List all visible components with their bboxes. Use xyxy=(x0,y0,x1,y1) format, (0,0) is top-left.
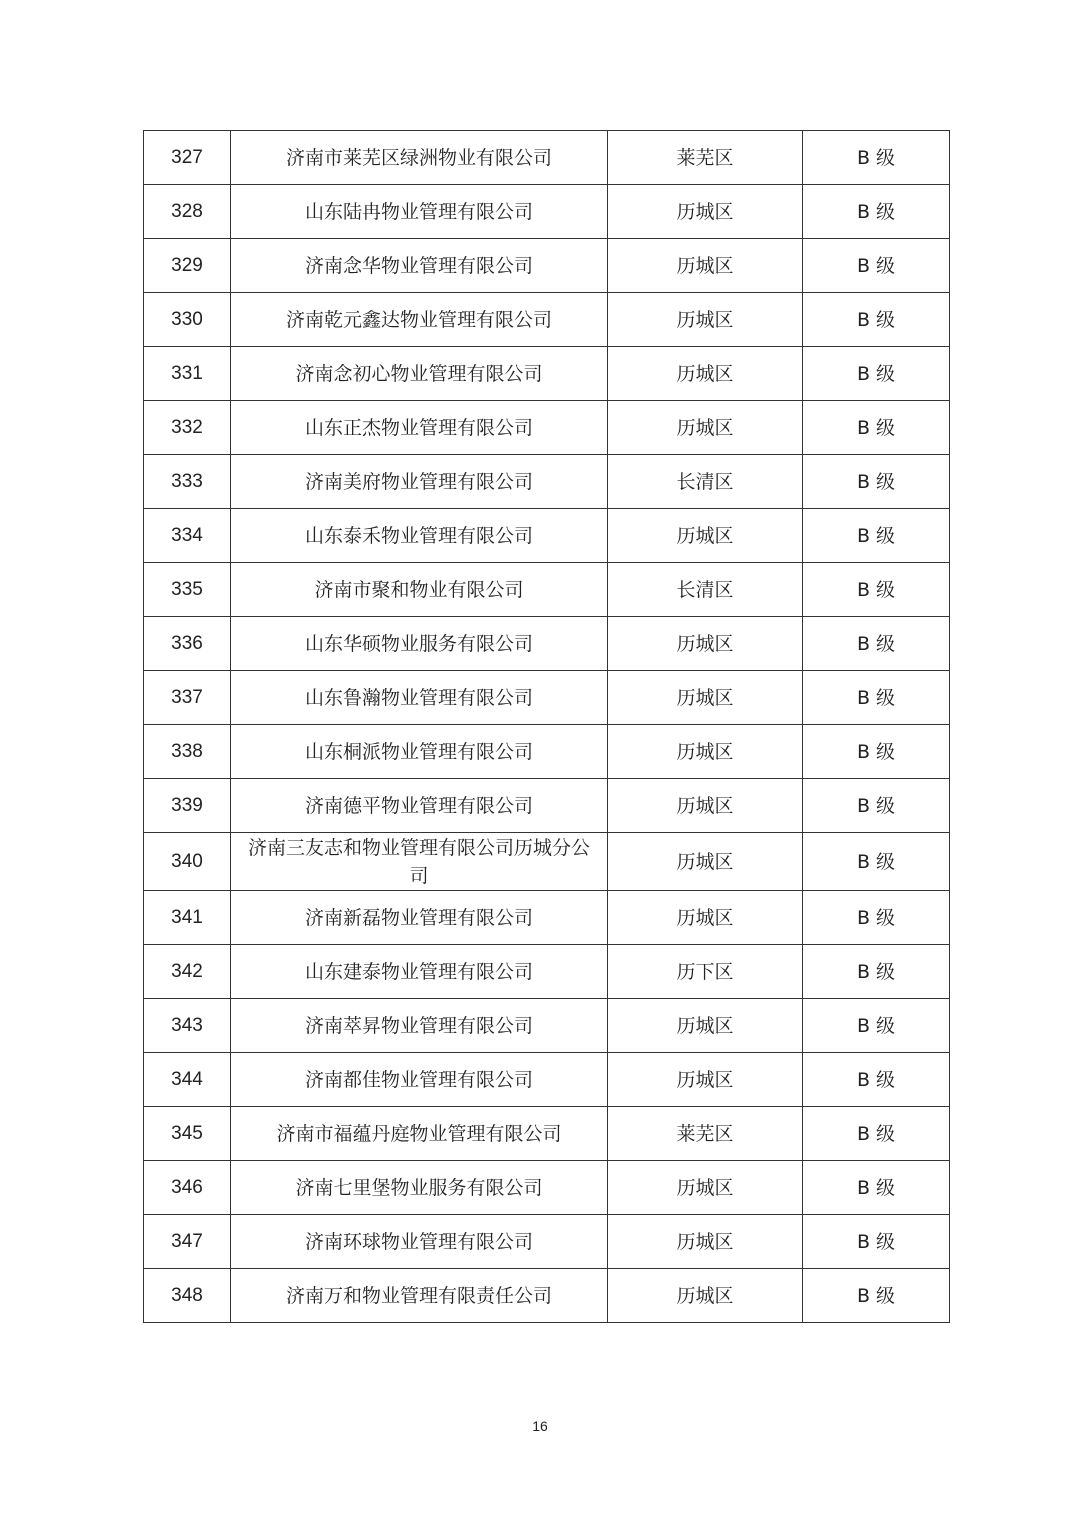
company-name-cell: 济南念华物业管理有限公司 xyxy=(231,239,608,293)
grade-cell: B 级 xyxy=(803,1215,950,1269)
row-number-cell: 339 xyxy=(144,779,231,833)
district-cell: 历城区 xyxy=(608,185,803,239)
row-number-cell: 332 xyxy=(144,401,231,455)
grade-cell: B 级 xyxy=(803,563,950,617)
table-row xyxy=(144,239,950,293)
company-name-cell: 济南萃昇物业管理有限公司 xyxy=(231,999,608,1053)
row-number-cell: 348 xyxy=(144,1269,231,1323)
company-name-cell: 济南万和物业管理有限责任公司 xyxy=(231,1269,608,1323)
company-name-cell: 济南乾元鑫达物业管理有限公司 xyxy=(231,293,608,347)
district-cell: 历城区 xyxy=(608,401,803,455)
company-name-cell: 济南七里堡物业服务有限公司 xyxy=(231,1161,608,1215)
company-name-cell: 山东鲁瀚物业管理有限公司 xyxy=(231,671,608,725)
row-number-cell: 331 xyxy=(144,347,231,401)
page-number: 16 xyxy=(532,1418,548,1434)
row-number-cell: 341 xyxy=(144,891,231,945)
district-cell: 历城区 xyxy=(608,671,803,725)
company-name-cell: 山东建泰物业管理有限公司 xyxy=(231,945,608,999)
district-cell: 长清区 xyxy=(608,455,803,509)
district-cell: 历城区 xyxy=(608,293,803,347)
district-cell: 历城区 xyxy=(608,617,803,671)
row-number-cell: 329 xyxy=(144,239,231,293)
company-name-cell: 济南都佳物业管理有限公司 xyxy=(231,1053,608,1107)
district-cell: 历城区 xyxy=(608,1161,803,1215)
row-number-cell: 343 xyxy=(144,999,231,1053)
grade-cell: B 级 xyxy=(803,1161,950,1215)
row-number-cell: 344 xyxy=(144,1053,231,1107)
grade-cell: B 级 xyxy=(803,239,950,293)
company-name-cell: 济南市聚和物业有限公司 xyxy=(231,563,608,617)
grade-cell: B 级 xyxy=(803,1107,950,1161)
table-row xyxy=(144,1107,950,1161)
company-name-cell: 山东正杰物业管理有限公司 xyxy=(231,401,608,455)
row-number-cell: 327 xyxy=(144,131,231,185)
district-cell: 历城区 xyxy=(608,1053,803,1107)
table-row xyxy=(144,293,950,347)
company-name-cell: 济南市福蕴丹庭物业管理有限公司 xyxy=(231,1107,608,1161)
table-row xyxy=(144,945,950,999)
district-cell: 历城区 xyxy=(608,1269,803,1323)
grade-cell: B 级 xyxy=(803,455,950,509)
table-row xyxy=(144,1053,950,1107)
table-body xyxy=(144,131,950,1323)
row-number-cell: 346 xyxy=(144,1161,231,1215)
table-row xyxy=(144,999,950,1053)
company-name-cell: 山东泰禾物业管理有限公司 xyxy=(231,509,608,563)
district-cell: 历城区 xyxy=(608,347,803,401)
table-row xyxy=(144,185,950,239)
company-name-cell: 济南环球物业管理有限公司 xyxy=(231,1215,608,1269)
row-number-cell: 328 xyxy=(144,185,231,239)
company-name-cell: 济南新磊物业管理有限公司 xyxy=(231,891,608,945)
row-number-cell: 336 xyxy=(144,617,231,671)
table-row xyxy=(144,779,950,833)
grade-cell: B 级 xyxy=(803,401,950,455)
table-row xyxy=(144,833,950,891)
table-row xyxy=(144,401,950,455)
table-row xyxy=(144,1269,950,1323)
company-name-cell: 济南美府物业管理有限公司 xyxy=(231,455,608,509)
row-number-cell: 345 xyxy=(144,1107,231,1161)
table-row xyxy=(144,891,950,945)
district-cell: 历城区 xyxy=(608,779,803,833)
company-name-cell: 济南德平物业管理有限公司 xyxy=(231,779,608,833)
grade-cell: B 级 xyxy=(803,999,950,1053)
company-name-cell: 山东桐派物业管理有限公司 xyxy=(231,725,608,779)
grade-cell: B 级 xyxy=(803,891,950,945)
company-name-cell: 济南念初心物业管理有限公司 xyxy=(231,347,608,401)
table-row xyxy=(144,455,950,509)
table-row xyxy=(144,1215,950,1269)
grade-cell: B 级 xyxy=(803,185,950,239)
district-cell: 历下区 xyxy=(608,945,803,999)
property-company-rating-table xyxy=(143,130,950,1323)
district-cell: 历城区 xyxy=(608,891,803,945)
district-cell: 莱芜区 xyxy=(608,131,803,185)
district-cell: 莱芜区 xyxy=(608,1107,803,1161)
company-name-cell: 山东华硕物业服务有限公司 xyxy=(231,617,608,671)
district-cell: 历城区 xyxy=(608,1215,803,1269)
grade-cell: B 级 xyxy=(803,617,950,671)
district-cell: 历城区 xyxy=(608,509,803,563)
grade-cell: B 级 xyxy=(803,779,950,833)
grade-cell: B 级 xyxy=(803,725,950,779)
company-name-cell: 济南市莱芜区绿洲物业有限公司 xyxy=(231,131,608,185)
table-row xyxy=(144,347,950,401)
grade-cell: B 级 xyxy=(803,1269,950,1323)
table-row xyxy=(144,131,950,185)
row-number-cell: 347 xyxy=(144,1215,231,1269)
company-name-cell: 山东陆冉物业管理有限公司 xyxy=(231,185,608,239)
row-number-cell: 340 xyxy=(144,833,231,891)
grade-cell: B 级 xyxy=(803,347,950,401)
table-row xyxy=(144,617,950,671)
grade-cell: B 级 xyxy=(803,131,950,185)
grade-cell: B 级 xyxy=(803,671,950,725)
grade-cell: B 级 xyxy=(803,945,950,999)
row-number-cell: 334 xyxy=(144,509,231,563)
row-number-cell: 333 xyxy=(144,455,231,509)
row-number-cell: 337 xyxy=(144,671,231,725)
row-number-cell: 330 xyxy=(144,293,231,347)
table-row xyxy=(144,509,950,563)
district-cell: 长清区 xyxy=(608,563,803,617)
grade-cell: B 级 xyxy=(803,833,950,891)
district-cell: 历城区 xyxy=(608,833,803,891)
row-number-cell: 338 xyxy=(144,725,231,779)
row-number-cell: 342 xyxy=(144,945,231,999)
table-row xyxy=(144,1161,950,1215)
company-name-cell: 济南三友志和物业管理有限公司历城分公司 xyxy=(231,833,608,891)
district-cell: 历城区 xyxy=(608,239,803,293)
table-row xyxy=(144,725,950,779)
table-row xyxy=(144,671,950,725)
district-cell: 历城区 xyxy=(608,725,803,779)
grade-cell: B 级 xyxy=(803,293,950,347)
table-row xyxy=(144,563,950,617)
grade-cell: B 级 xyxy=(803,1053,950,1107)
district-cell: 历城区 xyxy=(608,999,803,1053)
row-number-cell: 335 xyxy=(144,563,231,617)
grade-cell: B 级 xyxy=(803,509,950,563)
